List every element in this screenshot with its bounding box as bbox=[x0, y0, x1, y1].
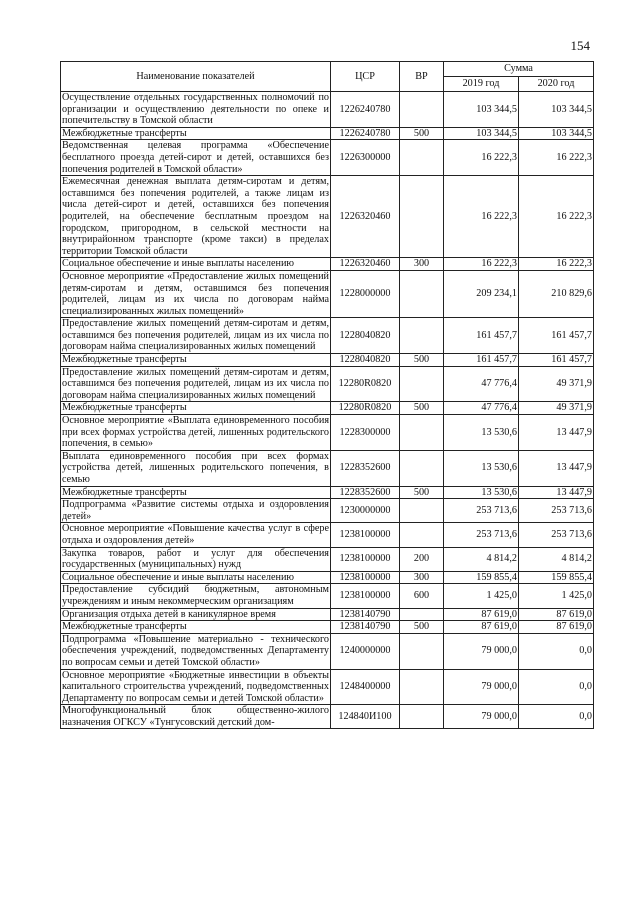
cell-vr bbox=[400, 499, 444, 523]
cell-vr: 500 bbox=[400, 127, 444, 140]
cell-vr bbox=[400, 366, 444, 402]
cell-name: Выплата единовременного пособия при всех формах устройства детей, лишенных родительского попечения, в семью bbox=[62, 450, 329, 485]
cell-name: Организация отдыха детей в каникулярное время bbox=[61, 608, 331, 621]
cell-vr: 500 bbox=[400, 402, 444, 415]
cell-s2020: 103 344,5 bbox=[519, 92, 594, 128]
cell-s2019: 1 425,0 bbox=[444, 584, 519, 608]
header-vr: ВР bbox=[400, 62, 444, 92]
cell-csr: 1228000000 bbox=[331, 270, 400, 317]
cell-s2020: 16 222,3 bbox=[519, 258, 594, 271]
cell-vr bbox=[400, 633, 444, 669]
table-row bbox=[61, 669, 594, 705]
cell-csr: 1228040820 bbox=[331, 318, 400, 354]
cell-s2019: 79 000,0 bbox=[444, 669, 519, 705]
cell-vr bbox=[400, 523, 444, 547]
cell-csr: 1238100000 bbox=[331, 523, 400, 547]
cell-csr: 1240000000 bbox=[331, 633, 400, 669]
cell-s2020: 49 371,9 bbox=[519, 402, 594, 415]
table-row bbox=[61, 584, 594, 608]
cell-s2020: 0,0 bbox=[519, 705, 594, 729]
cell-s2020: 0,0 bbox=[519, 633, 594, 669]
table-row bbox=[61, 621, 594, 634]
cell-csr: 1226320460 bbox=[331, 176, 400, 258]
cell-s2020: 253 713,6 bbox=[519, 523, 594, 547]
cell-s2020: 87 619,0 bbox=[519, 621, 594, 634]
table-row bbox=[61, 415, 594, 451]
cell-name: Социальное обеспечение и иные выплаты населению bbox=[61, 258, 331, 271]
cell-s2020: 161 457,7 bbox=[519, 318, 594, 354]
cell-vr bbox=[400, 608, 444, 621]
cell-s2019: 79 000,0 bbox=[444, 633, 519, 669]
budget-table bbox=[60, 61, 594, 729]
cell-s2020: 103 344,5 bbox=[519, 127, 594, 140]
cell-s2019: 13 530,6 bbox=[444, 486, 519, 499]
cell-csr: 12280R0820 bbox=[331, 402, 400, 415]
cell-name: Предоставление субсидий бюджетным, автономным учреждениям и иным некоммерческим организациям bbox=[62, 584, 329, 607]
cell-vr bbox=[400, 669, 444, 705]
cell-s2019: 47 776,4 bbox=[444, 366, 519, 402]
table-row bbox=[61, 705, 594, 729]
cell-csr: 1230000000 bbox=[331, 499, 400, 523]
cell-s2020: 1 425,0 bbox=[519, 584, 594, 608]
table-row bbox=[61, 140, 594, 176]
table-row bbox=[61, 571, 594, 584]
table-row bbox=[61, 633, 594, 669]
cell-s2020: 161 457,7 bbox=[519, 354, 594, 367]
cell-s2019: 87 619,0 bbox=[444, 621, 519, 634]
cell-name: Осуществление отдельных государственных полномочий по организации и осуществлению деятельности по опеке и попечительству в Томской области bbox=[62, 92, 329, 127]
cell-name: Межбюджетные трансферты bbox=[61, 486, 331, 499]
cell-s2020: 13 447,9 bbox=[519, 450, 594, 486]
cell-csr: 1228352600 bbox=[331, 486, 400, 499]
header-sum: Сумма bbox=[444, 62, 594, 77]
cell-csr: 1228040820 bbox=[331, 354, 400, 367]
cell-vr: 500 bbox=[400, 621, 444, 634]
cell-name: Ведомственная целевая программа «Обеспечение бесплатного проезда детей-сирот и детей, оставшихся без попечения родителей в Томской области» bbox=[62, 140, 329, 175]
cell-s2019: 47 776,4 bbox=[444, 402, 519, 415]
table-row bbox=[61, 450, 594, 486]
cell-vr: 500 bbox=[400, 486, 444, 499]
cell-s2020: 13 447,9 bbox=[519, 486, 594, 499]
cell-csr: 1226240780 bbox=[331, 127, 400, 140]
cell-s2019: 103 344,5 bbox=[444, 92, 519, 128]
cell-csr: 1238100000 bbox=[331, 547, 400, 571]
header-2020: 2020 год bbox=[519, 77, 594, 92]
cell-vr bbox=[400, 450, 444, 486]
table-row bbox=[61, 176, 594, 258]
cell-vr bbox=[400, 176, 444, 258]
table-row bbox=[61, 499, 594, 523]
cell-s2019: 16 222,3 bbox=[444, 258, 519, 271]
cell-s2020: 253 713,6 bbox=[519, 499, 594, 523]
cell-csr: 1226320460 bbox=[331, 258, 400, 271]
cell-csr: 12280R0820 bbox=[331, 366, 400, 402]
cell-s2019: 13 530,6 bbox=[444, 450, 519, 486]
cell-name: Многофункциональный блок общественно-жилого назначения ОГКСУ «Тунгусовский детский дом- bbox=[62, 705, 329, 728]
table-row bbox=[61, 127, 594, 140]
cell-vr bbox=[400, 705, 444, 729]
cell-s2020: 159 855,4 bbox=[519, 571, 594, 584]
cell-vr: 600 bbox=[400, 584, 444, 608]
cell-name: Основное мероприятие «Бюджетные инвестиции в объекты капитального строительства учреждений, подведомственных Департаменту по вопросам семьи и детей Томской области» bbox=[62, 669, 329, 704]
table-row bbox=[61, 486, 594, 499]
cell-vr bbox=[400, 92, 444, 128]
cell-csr: 1238100000 bbox=[331, 571, 400, 584]
cell-vr bbox=[400, 270, 444, 317]
cell-name: Основное мероприятие «Выплата единовременного пособия при всех формах устройства детей, лишенных родительского попечения, в семью» bbox=[62, 415, 329, 450]
table-row bbox=[61, 366, 594, 402]
cell-name: Предоставление жилых помещений детям-сиротам и детям, оставшимся без попечения родителей, лицам из их числа по договорам найма специализированных жилых помещений bbox=[62, 366, 329, 401]
cell-csr: 1248400000 bbox=[331, 669, 400, 705]
cell-name: Предоставление жилых помещений детям-сиротам и детям, оставшимся без попечения родителей, лицам из их числа по договорам найма специализированных жилых помещений bbox=[62, 318, 329, 353]
cell-s2019: 103 344,5 bbox=[444, 127, 519, 140]
cell-s2019: 159 855,4 bbox=[444, 571, 519, 584]
cell-s2020: 13 447,9 bbox=[519, 415, 594, 451]
cell-name: Основное мероприятие «Повышение качества услуг в сфере отдыха и оздоровления детей» bbox=[62, 523, 329, 546]
cell-csr: 1228352600 bbox=[331, 450, 400, 486]
cell-csr: 1226240780 bbox=[331, 92, 400, 128]
cell-csr: 124840И100 bbox=[331, 705, 400, 729]
header-name: Наименование показателей bbox=[61, 62, 331, 92]
cell-name: Подпрограмма «Развитие системы отдыха и оздоровления детей» bbox=[62, 499, 329, 522]
cell-csr: 1238140790 bbox=[331, 621, 400, 634]
cell-s2020: 49 371,9 bbox=[519, 366, 594, 402]
cell-s2019: 16 222,3 bbox=[444, 176, 519, 258]
cell-s2020: 87 619,0 bbox=[519, 608, 594, 621]
cell-name: Социальное обеспечение и иные выплаты населению bbox=[61, 571, 331, 584]
cell-name: Межбюджетные трансферты bbox=[61, 621, 331, 634]
cell-name: Ежемесячная денежная выплата детям-сиротам и детям, оставшимся без попечения родителей, а также лицам из числа детей-сирот и детей, оставшихся без попечения родителей, на обеспечение бесплатным проездом на городском, пригородном, в сельской местности на внутрирайонном транспорте (кроме такси) в пределах территории Томской области bbox=[62, 176, 329, 257]
cell-vr bbox=[400, 140, 444, 176]
cell-s2020: 16 222,3 bbox=[519, 140, 594, 176]
cell-name: Подпрограмма «Повышение материально - технического обеспечения учреждений, подведомственных Департаменту по вопросам семьи и детей Томской области» bbox=[62, 633, 329, 668]
cell-s2019: 253 713,6 bbox=[444, 523, 519, 547]
cell-s2020: 0,0 bbox=[519, 669, 594, 705]
table-row bbox=[61, 547, 594, 571]
cell-name: Основное мероприятие «Предоставление жилых помещений детям-сиротам и детям, оставшимся без попечения родителей, лицам из их числа по договорам найма специализированных жилых помещений» bbox=[62, 270, 329, 317]
page-number: 154 bbox=[570, 38, 590, 53]
cell-name: Закупка товаров, работ и услуг для обеспечения государственных (муниципальных) нужд bbox=[62, 547, 329, 571]
cell-vr: 300 bbox=[400, 258, 444, 271]
cell-name: Межбюджетные трансферты bbox=[61, 354, 331, 367]
cell-s2019: 13 530,6 bbox=[444, 415, 519, 451]
cell-name: Межбюджетные трансферты bbox=[61, 127, 331, 140]
cell-s2019: 253 713,6 bbox=[444, 499, 519, 523]
cell-vr: 200 bbox=[400, 547, 444, 571]
header-2019: 2019 год bbox=[444, 77, 519, 92]
cell-s2019: 79 000,0 bbox=[444, 705, 519, 729]
table-row bbox=[61, 258, 594, 271]
cell-s2019: 87 619,0 bbox=[444, 608, 519, 621]
cell-s2020: 16 222,3 bbox=[519, 176, 594, 258]
cell-s2019: 16 222,3 bbox=[444, 140, 519, 176]
cell-s2019: 4 814,2 bbox=[444, 547, 519, 571]
cell-s2019: 161 457,7 bbox=[444, 354, 519, 367]
cell-s2020: 4 814,2 bbox=[519, 547, 594, 571]
cell-vr bbox=[400, 318, 444, 354]
cell-csr: 1238100000 bbox=[331, 584, 400, 608]
table-row bbox=[61, 92, 594, 128]
header-csr: ЦСР bbox=[331, 62, 400, 92]
cell-vr bbox=[400, 415, 444, 451]
table-row bbox=[61, 270, 594, 317]
cell-s2019: 209 234,1 bbox=[444, 270, 519, 317]
cell-name: Межбюджетные трансферты bbox=[61, 402, 331, 415]
cell-csr: 1226300000 bbox=[331, 140, 400, 176]
cell-s2020: 210 829,6 bbox=[519, 270, 594, 317]
table-body bbox=[61, 92, 594, 729]
cell-vr: 300 bbox=[400, 571, 444, 584]
cell-csr: 1228300000 bbox=[331, 415, 400, 451]
table-row bbox=[61, 318, 594, 354]
table-row bbox=[61, 354, 594, 367]
table-row bbox=[61, 523, 594, 547]
cell-vr: 500 bbox=[400, 354, 444, 367]
cell-s2019: 161 457,7 bbox=[444, 318, 519, 354]
table-header bbox=[61, 62, 594, 92]
table-row bbox=[61, 402, 594, 415]
table-row bbox=[61, 608, 594, 621]
cell-csr: 1238140790 bbox=[331, 608, 400, 621]
